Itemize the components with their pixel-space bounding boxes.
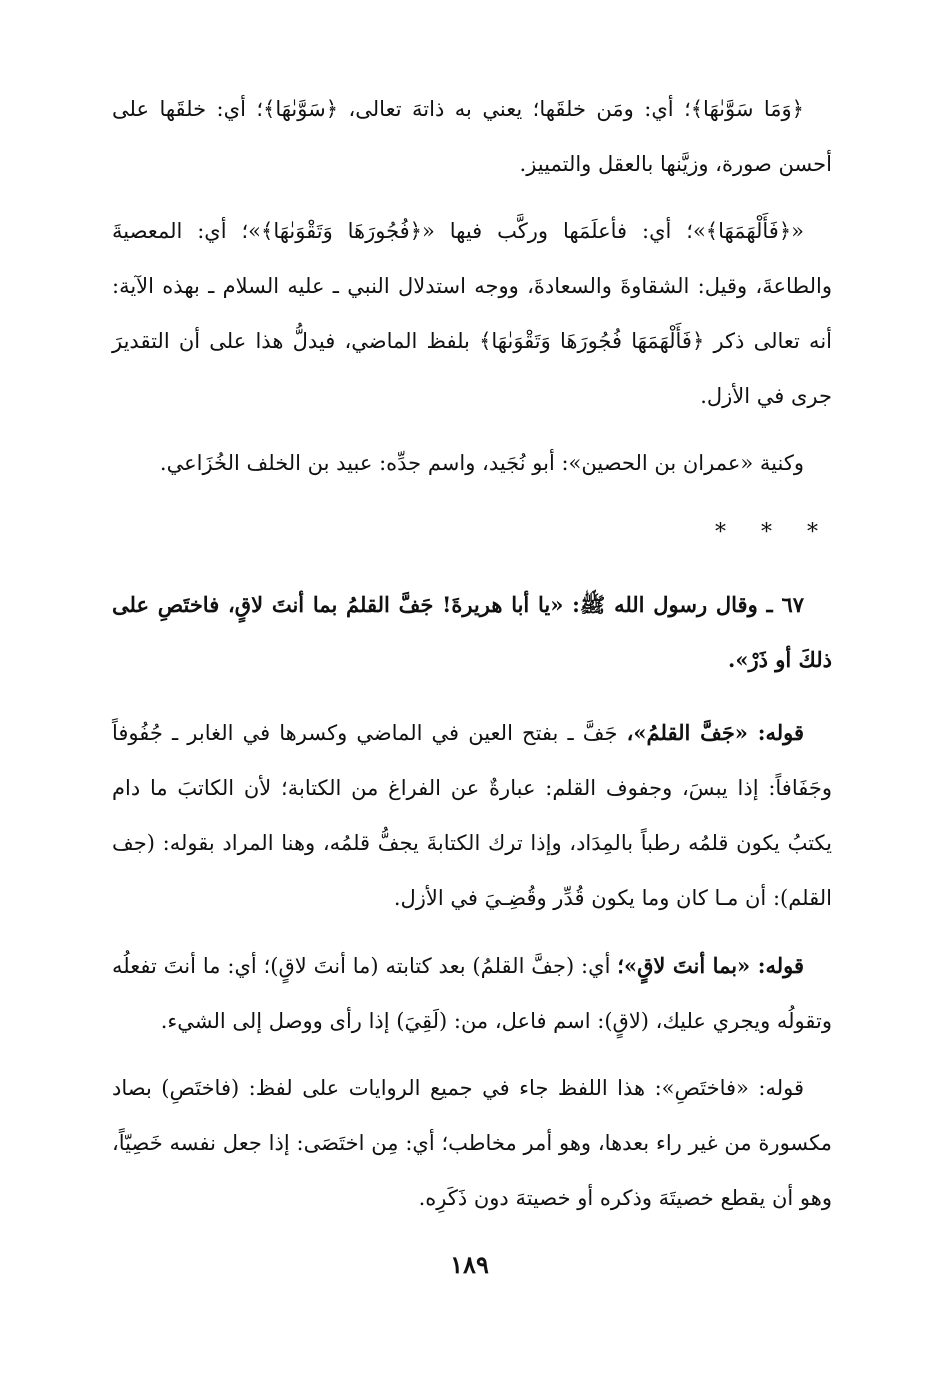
page-number: ١٨٩ [450, 1250, 489, 1279]
page-body [112, 82, 832, 1226]
section-divider: * * * [715, 520, 832, 545]
paragraph-3-text: وكنية «عمران بن الحصين»: أبو نُجَيد، واسم جدِّه: عبيد بن الخلف الخُزَاعي. [159, 451, 804, 475]
hadith-line: ٦٧ ـ وقال رسول الله ﷺ: «يا أبا هريرةَ! جَفَّ القلمُ بما أنتَ لاقٍ، فاختَصِ على ذلكَ أو ذَرْ». [112, 592, 832, 672]
commentary-2-text: أي: (جفَّ القلمُ) بعد كتابته (ما أنتَ لاقٍ)؛ أي: ما أنتَ تفعلُه وتقولُه ويجري عليك، (لاقٍ): اسم فاعل، من: (لَقِيَ) إذا رأى ووصل إلى الشيء. [112, 954, 832, 1033]
paragraph-2-text: «﴿فَأَلْهَمَهَا﴾»؛ أي: فأعلَمَها وركَّب فيها «﴿فُجُورَهَا وَتَقْوَىٰهَا﴾»؛ أي: المعصيةَ والطاعةَ، وقيل: الشقاوةَ والسعادةَ، ووجه استدلال النبي ـ عليه السلام ـ بهذه الآية: أنه تعالى ذكر ﴿فَأَلْهَمَهَا فُجُورَهَا وَتَقْوَىٰهَا﴾ بلفظ الماضي، فيدلُّ هذا على أن التقديرَ جرى في الأزل. [112, 219, 832, 408]
paragraph-3 [112, 436, 832, 491]
commentary-3 [112, 1061, 832, 1226]
commentary-2 [112, 938, 832, 1049]
commentary-3-text: هذا اللفظ جاء في جميع الروايات على لفظ: (فاختَصِ) بصاد مكسورة من غير راء بعدها، وهو أمر مخاطب؛ أي: مِن اختَصَى: إذا جعل نفسه خَصِيّاً، وهو أن يقطع خصيتَهَ وذكره أو خصيتهَ دون ذَكَرِه. [112, 1076, 832, 1210]
hadith-text [112, 577, 832, 687]
commentary-1-text: جَفَّ ـ بفتح العين في الماضي وكسرها في الغابر ـ جُفُوفاً وجَفَافاً: إذا يبسَ، وجفوف القلم: عبارةٌ عن الفراغ من الكتابة؛ لأن الكاتبَ ما دام يكتبُ يكون قلمُه رطباً بالمِدَاد، وإذا ترك الكتابةَ يجفُّ قلمُه، وهنا المراد بقوله: (جف القلم): أن مـا كان وما يكون قُدِّر وقُضِـيَ في الأزل. [112, 721, 832, 910]
commentary-1 [112, 705, 832, 926]
commentary-3-lead: قوله: «فاختَصِ»: [654, 1076, 804, 1100]
commentary-2-lead: قوله: «بما أنتَ لاقٍ»؛ [617, 953, 804, 978]
paragraph-2 [112, 204, 832, 424]
paragraph-1-text: ﴿وَمَا سَوَّىٰهَا﴾؛ أي: ومَن خلقَها؛ يعني به ذاتهَ تعالى، ﴿سَوَّىٰهَا﴾؛ أي: خلقَها على أحسن صورة، وزيَّنها بالعقل والتمييز. [112, 97, 832, 176]
paragraph-1 [112, 82, 832, 192]
commentary-1-lead: قوله: «جَفَّ القلمُ»، [626, 720, 804, 745]
